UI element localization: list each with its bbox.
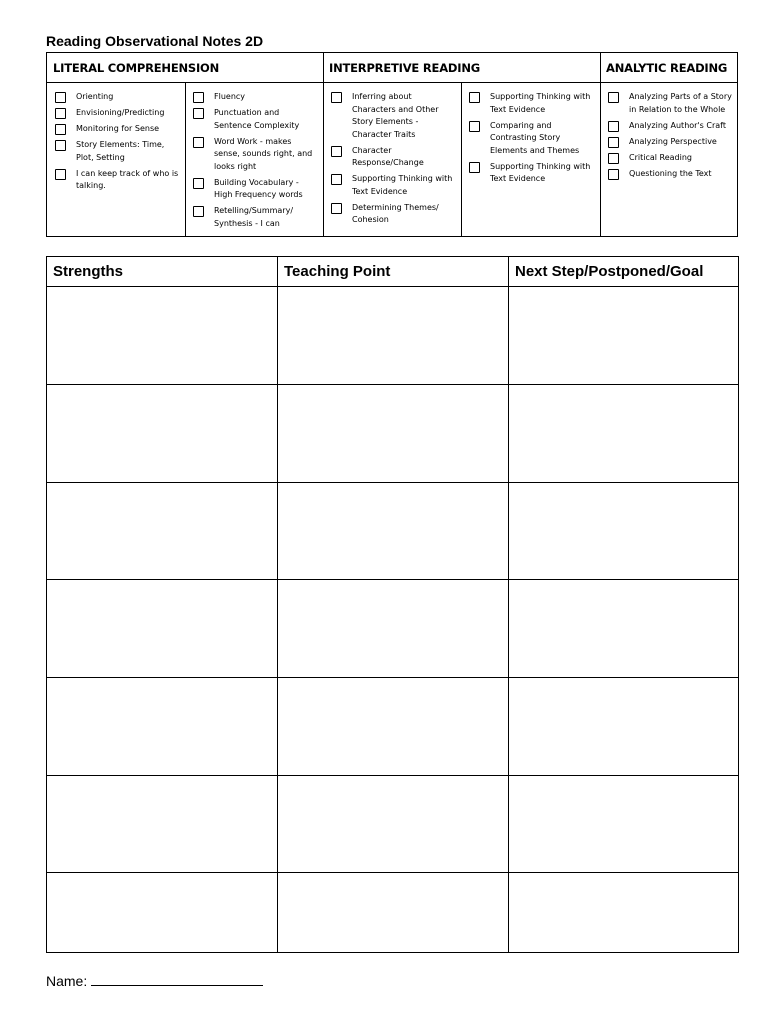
name-field [46, 971, 263, 989]
skill-checkbox-item[interactable] [193, 177, 319, 202]
skill-label: Story Elements: Time, Plot, Setting [76, 140, 165, 162]
section-divider [600, 53, 601, 236]
checkbox[interactable] [331, 203, 342, 214]
skill-label: Character Response/Change [352, 145, 424, 167]
skill-checkbox-item[interactable] [331, 91, 457, 141]
skill-label: Envisioning/Predicting [76, 108, 165, 117]
skill-label: Analyzing Author's Craft [629, 120, 726, 130]
skill-checkbox-item[interactable] [55, 168, 181, 193]
checkbox[interactable] [331, 92, 342, 103]
skill-label: Fluency [214, 92, 246, 101]
literal-column-1 [55, 91, 181, 196]
skill-label: Word Work - makes sense, sounds right, and looks right [214, 136, 313, 171]
skill-label: Analyzing Parts of a Story in Relation to the Whole [629, 92, 732, 114]
column-divider [461, 83, 462, 236]
skill-checkbox-item[interactable] [193, 107, 319, 132]
teaching-point-header: Teaching Point [284, 263, 391, 280]
checkbox[interactable] [55, 169, 66, 180]
observation-notes-grid [46, 256, 739, 953]
skills-table [46, 52, 738, 237]
skill-label: Supporting Thinking with Text Evidence [352, 174, 453, 196]
checkbox[interactable] [608, 137, 619, 148]
skill-checkbox-item[interactable] [331, 145, 457, 170]
interpretive-reading-header: INTERPRETIVE READING [323, 53, 600, 83]
column-divider [185, 83, 186, 236]
analytic-column-1 [608, 91, 734, 184]
checkbox[interactable] [55, 92, 66, 103]
skill-label: Orienting [76, 92, 114, 101]
skill-label: Supporting Thinking with Text Evidence [490, 161, 591, 183]
checkbox[interactable] [193, 92, 204, 103]
skill-label: Inferring about Characters and Other Story Elements - Character Traits [352, 92, 439, 139]
skill-checkbox-item[interactable] [608, 168, 734, 181]
skill-checkbox-item[interactable] [469, 91, 595, 116]
literal-column-2 [193, 91, 319, 234]
checkbox[interactable] [55, 124, 66, 135]
checkbox[interactable] [331, 174, 342, 185]
skill-checkbox-item[interactable] [608, 152, 734, 165]
checkbox[interactable] [469, 162, 480, 173]
skill-label: Comparing and Contrasting Story Elements and Themes [490, 120, 580, 155]
checkbox[interactable] [55, 108, 66, 119]
row-divider [47, 482, 738, 483]
skill-checkbox-item[interactable] [193, 205, 319, 230]
row-divider [47, 677, 738, 678]
interpretive-column-2 [469, 91, 595, 189]
skill-checkbox-item[interactable] [469, 161, 595, 186]
skill-checkbox-item[interactable] [55, 123, 181, 136]
skill-checkbox-item[interactable] [331, 173, 457, 198]
checkbox[interactable] [469, 92, 480, 103]
checkbox[interactable] [608, 121, 619, 132]
skill-checkbox-item[interactable] [193, 91, 319, 104]
skill-checkbox-item[interactable] [608, 120, 734, 133]
checkbox[interactable] [193, 206, 204, 217]
checkbox[interactable] [608, 92, 619, 103]
skill-label: Building Vocabulary - High Frequency words [214, 177, 303, 199]
grid-column-divider [508, 257, 509, 952]
header-row-divider [47, 286, 738, 287]
skill-label: Questioning the Text [629, 168, 712, 178]
grid-column-divider [277, 257, 278, 952]
checkbox[interactable] [469, 121, 480, 132]
skill-checkbox-item[interactable] [55, 139, 181, 164]
row-divider [47, 775, 738, 776]
checkbox[interactable] [193, 137, 204, 148]
section-divider [323, 53, 324, 236]
skill-label: Retelling/Summary/ Synthesis - I can [214, 206, 294, 228]
checkbox[interactable] [608, 169, 619, 180]
skill-checkbox-item[interactable] [331, 202, 457, 227]
skill-checkbox-item[interactable] [55, 107, 181, 120]
skill-label: Monitoring for Sense [76, 124, 160, 133]
interpretive-column-1 [331, 91, 457, 230]
skill-label: Critical Reading [629, 152, 692, 162]
row-divider [47, 872, 738, 873]
strengths-header: Strengths [53, 263, 124, 280]
row-divider [47, 384, 738, 385]
next-step-header: Next Step/Postponed/Goal [515, 263, 704, 280]
name-blank-line [91, 971, 263, 986]
skill-label: Supporting Thinking with Text Evidence [490, 92, 591, 114]
page-title: Reading Observational Notes 2D [46, 33, 264, 49]
skill-checkbox-item[interactable] [55, 91, 181, 104]
skill-checkbox-item[interactable] [193, 136, 319, 174]
skill-label: Analyzing Perspective [629, 136, 717, 146]
skill-checkbox-item[interactable] [608, 91, 734, 116]
name-label: Name: [46, 973, 88, 989]
skill-checkbox-item[interactable] [608, 136, 734, 149]
analytic-reading-header: ANALYTIC READING [600, 53, 737, 83]
skill-label: Punctuation and Sentence Complexity [214, 108, 300, 130]
checkbox[interactable] [331, 146, 342, 157]
checkbox[interactable] [193, 108, 204, 119]
literal-comprehension-header: LITERAL COMPREHENSION [47, 53, 323, 83]
skill-label: I can keep track of who is talking. [76, 168, 179, 190]
checkbox[interactable] [55, 140, 66, 151]
checkbox[interactable] [193, 178, 204, 189]
row-divider [47, 579, 738, 580]
skill-checkbox-item[interactable] [469, 120, 595, 158]
skill-label: Determining Themes/ Cohesion [352, 202, 439, 224]
checkbox[interactable] [608, 153, 619, 164]
